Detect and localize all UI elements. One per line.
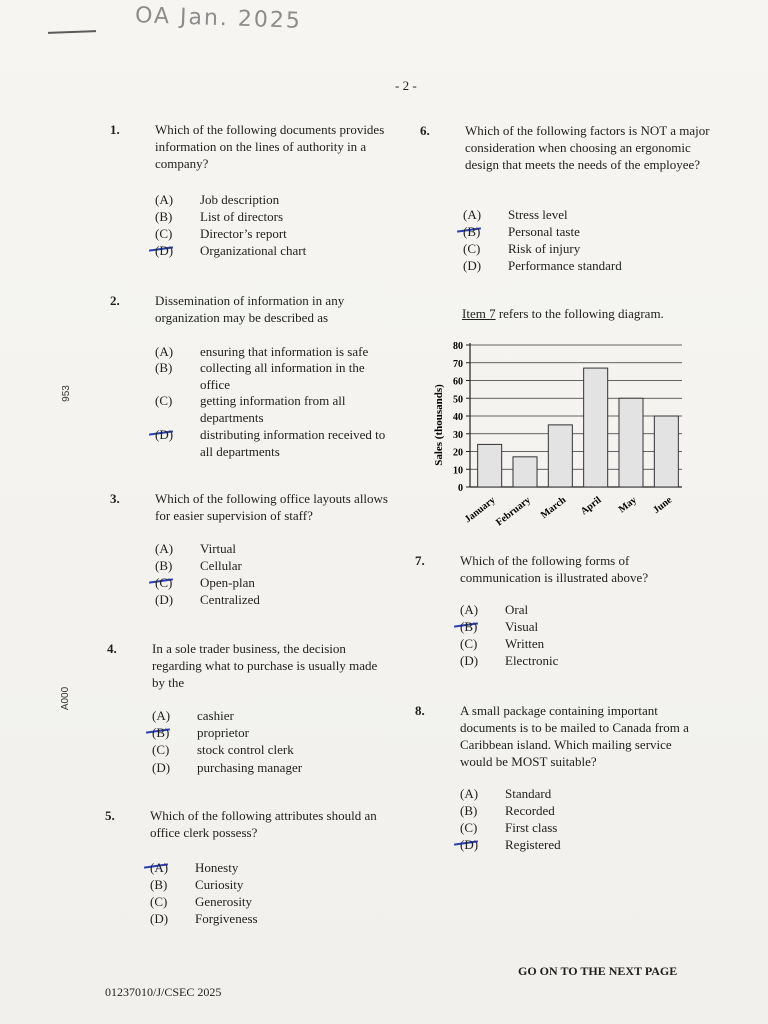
- y-tick-label: 0: [458, 483, 463, 494]
- question-stem: Which of the following office layouts allows for easier supervision of staff?: [155, 491, 388, 523]
- exam-page: OA Jan. 2025 - 2 - 953 A000 1. Which of the following documents provides information on the lines of authority in a company? (A) Job description (B) List of directors (C) Director’s report (D) Organizational chart 2. Dissemination of information in any organization may be described as (A) ensuring that information is safe (B) collecting all information in the office (C) getting information from all departments (D) distributing information received to all departments 3. Which of the following office layouts allows for easier supervision of staff? (A) Virtual (B) Cellular (C) Open-plan (D) Centralized 4. In a sole trader business, the decision regarding what to purchase is usually made by the (A) cashier (B) proprietor (C) stock control clerk (D) purchasing manager 5. Which of the following attributes should an office clerk possess? (A) Honesty (B) Curiosity (C) Generosity (D) Forgiveness 6. Which of the following factors is NOT a major consideration when choosing an ergonomic design that meets the needs of the employee? (A) Stress level (B) Personal taste (C) Risk of injury (D) Performance standard Item 7 refers to the following diagram. 0 10 20 30 40 50 60 70 80 January February March April May June Sales (thousands) 7. Which of the following forms of communication is illustrated above? (A) Oral (B) Visual (C) Written (D) Electronic 8. A small package containing important documents is to be mailed to Canada from a Caribbean island. Which mailing service would be MOST suitable? (A) Standard (B) Recorded (C) First class (D) Registered GO ON TO THE NEXT PAGE 01237010/J/CSEC 2025: [0, 0, 768, 1024]
- question-number: 1.: [110, 122, 120, 137]
- question-stem: In a sole trader business, the decision regarding what to purchase is usually made by the: [152, 641, 378, 690]
- bar-may: [619, 398, 643, 487]
- page-number: - 2 -: [395, 78, 417, 93]
- question-stem: Dissemination of information in any organization may be described as: [155, 293, 345, 325]
- bar-january: [478, 444, 502, 487]
- pen-dash: [48, 30, 96, 34]
- question-stem: Which of the following forms of communication is illustrated above?: [460, 553, 649, 585]
- y-tick-label: 10: [453, 465, 463, 477]
- y-tick-label: 40: [453, 412, 463, 423]
- category-label: April: [578, 494, 604, 518]
- category-label: June: [651, 494, 675, 517]
- category-label: February: [494, 494, 533, 529]
- paper-code: 01237010/J/CSEC 2025: [105, 985, 222, 999]
- category-label: March: [538, 494, 569, 522]
- y-tick-label: 20: [453, 447, 463, 459]
- y-tick-label: 70: [453, 358, 463, 370]
- question-stem: Which of the following factors is NOT a major consideration when choosing an ergonomic design that meets the needs of the employee?: [465, 123, 710, 172]
- category-label: May: [616, 494, 639, 516]
- item7-rest: refers to the following diagram.: [495, 306, 664, 321]
- side-code-953: 953: [60, 385, 72, 402]
- bar-june: [654, 416, 678, 487]
- question-stem: Which of the following documents provides information on the lines of authority in a company?: [155, 122, 385, 171]
- y-axis-label: Sales (thousands): [433, 384, 445, 466]
- next-page-note: GO ON TO THE NEXT PAGE: [518, 964, 678, 978]
- bar-february: [513, 457, 537, 487]
- y-tick-label: 60: [453, 376, 463, 388]
- bar-april: [584, 368, 608, 487]
- item7-ref: Item 7: [462, 306, 496, 321]
- category-label: January: [462, 494, 498, 526]
- side-code-a000: A000: [60, 686, 72, 711]
- sales-bar-chart: [425, 335, 705, 545]
- item7-caption: [462, 306, 664, 322]
- question-stem: A small package containing important documents is to be mailed to Canada from a Caribbean island. Which mailing service would be MOST suitable?: [460, 703, 689, 769]
- handwritten-annotation: OA Jan. 2025: [134, 3, 303, 34]
- y-tick-label: 80: [453, 341, 463, 352]
- y-tick-label: 50: [453, 394, 463, 406]
- question-stem: Which of the following attributes should an office clerk possess?: [150, 808, 377, 840]
- y-tick-label: 30: [453, 429, 463, 441]
- bar-march: [548, 425, 572, 487]
